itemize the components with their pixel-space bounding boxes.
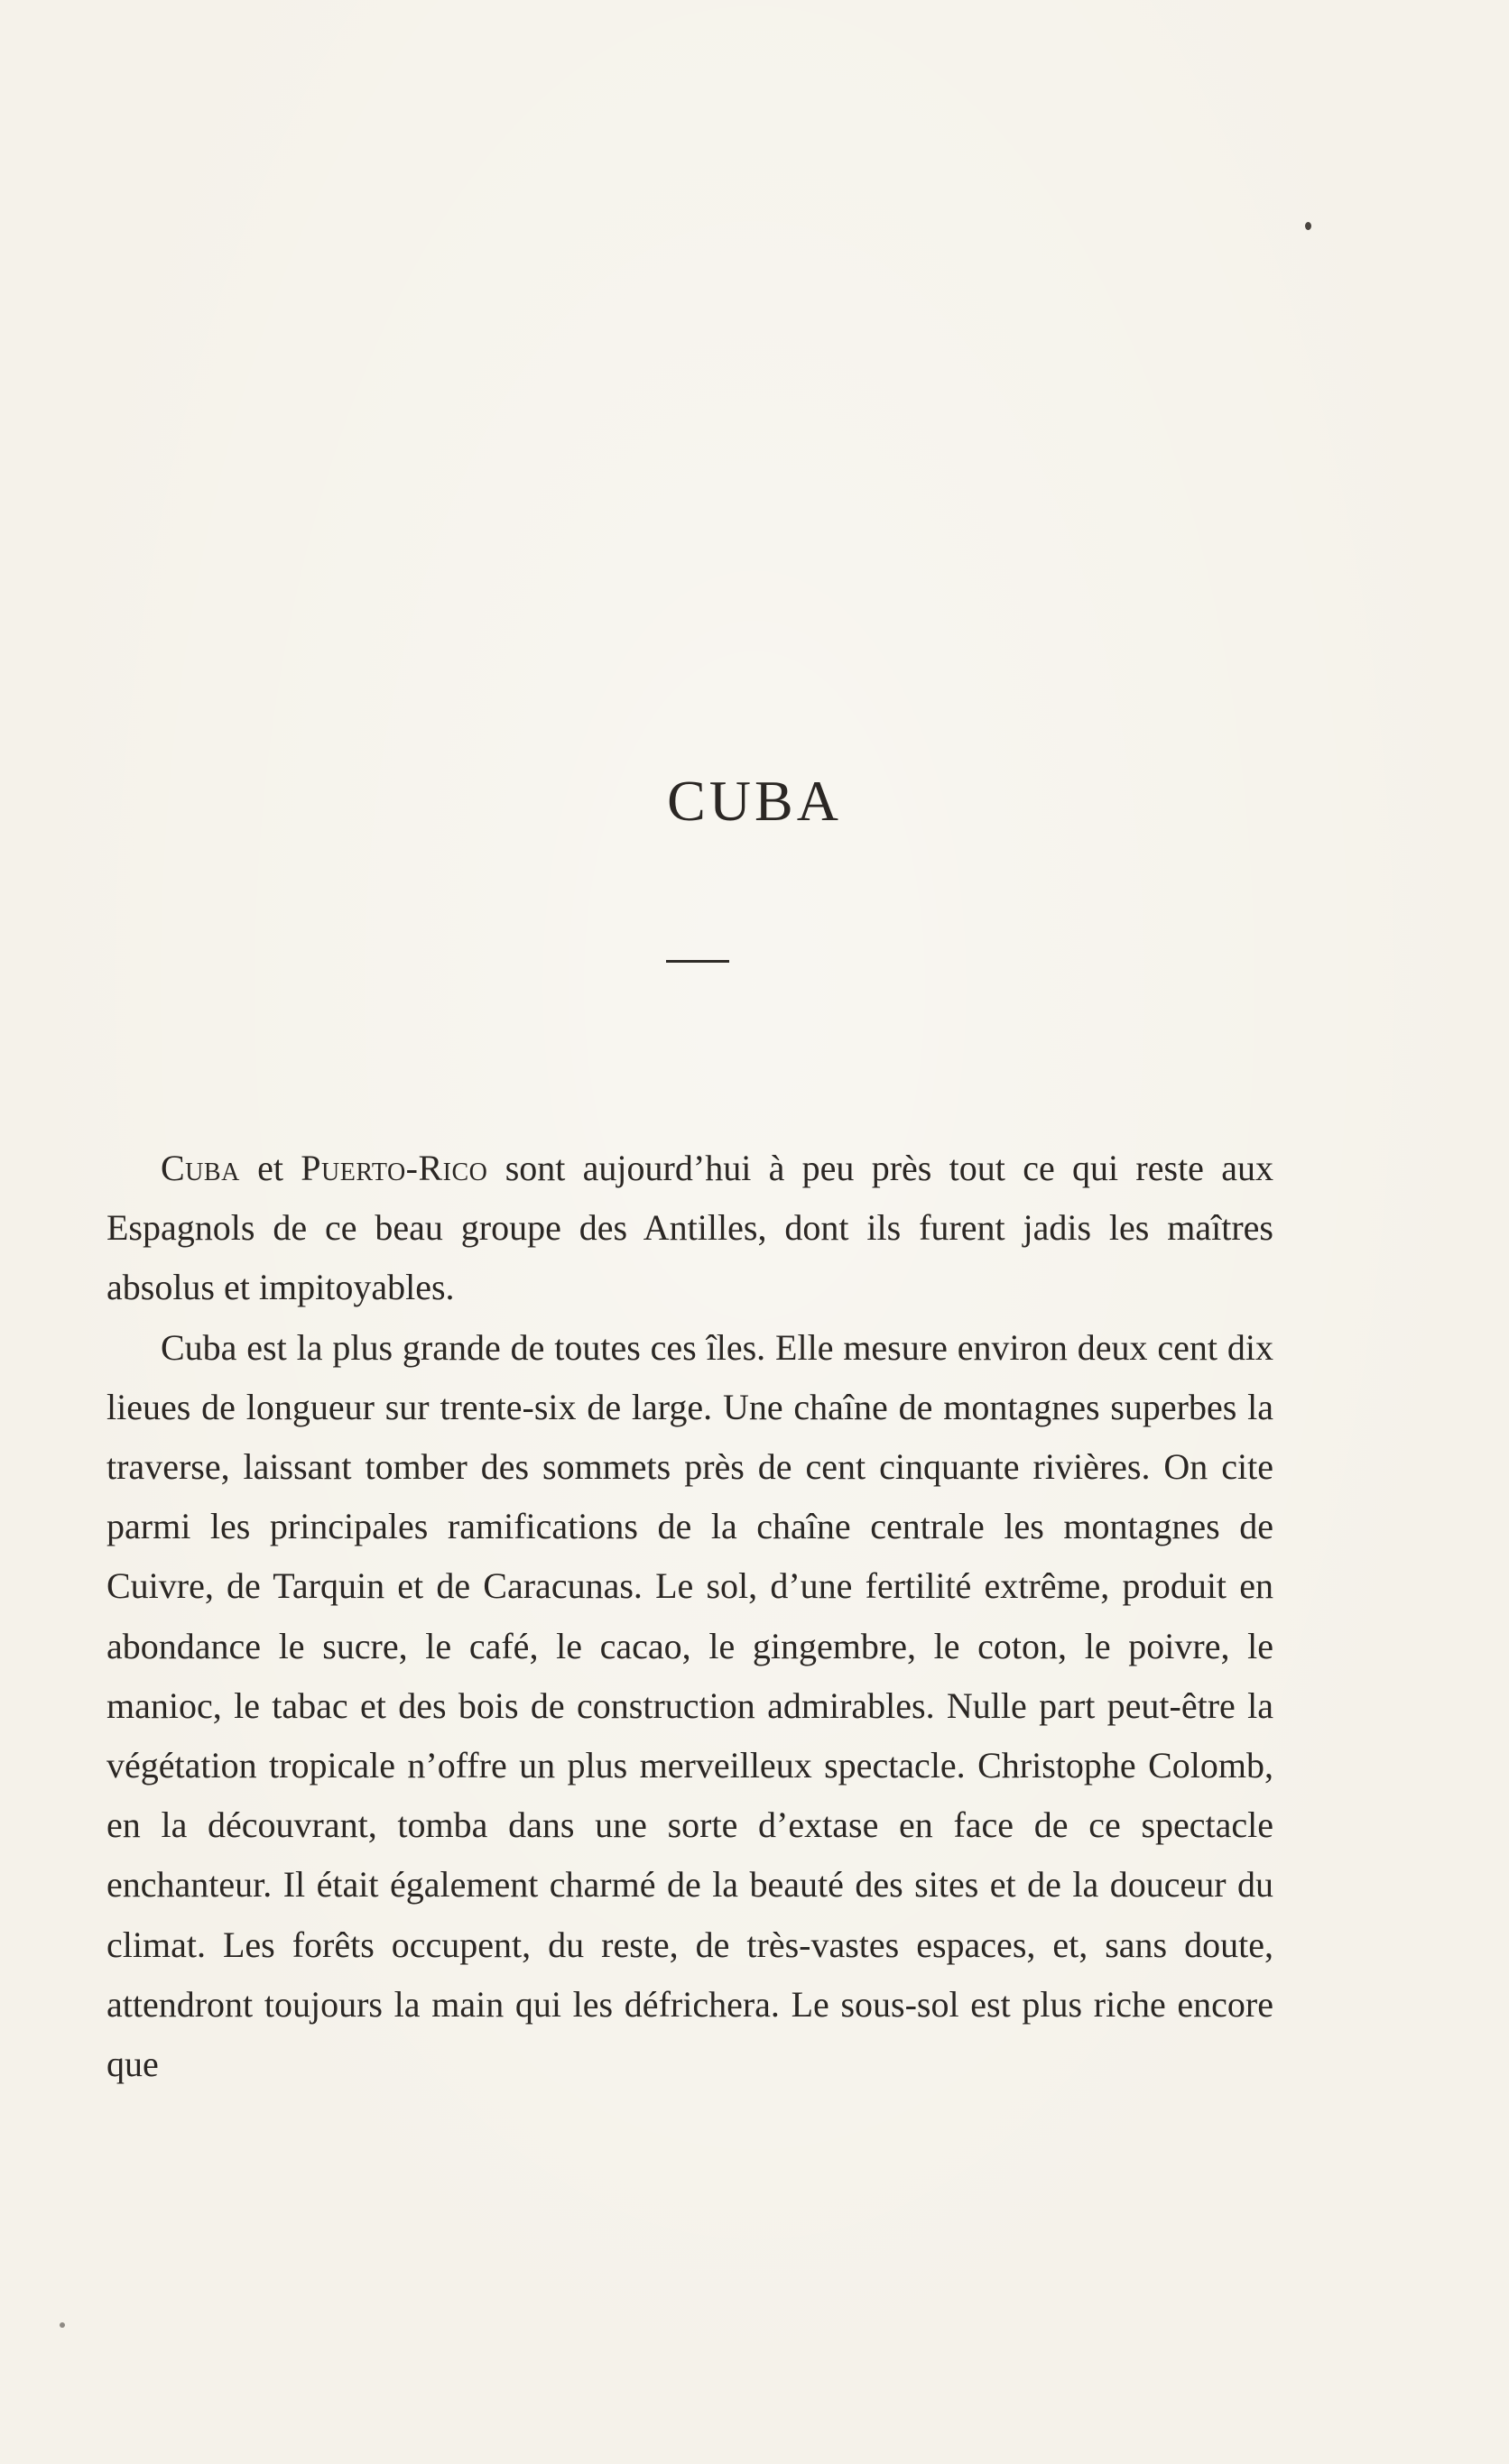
title-rule: [666, 960, 729, 963]
body-text: [106, 1139, 1273, 2094]
ink-speck: [60, 2322, 65, 2328]
ink-speck: [1305, 222, 1311, 230]
lead-word: Cuba: [161, 1148, 240, 1188]
connector-text: et: [239, 1148, 301, 1188]
paragraph-text: sont aujourd’hui à peu près tout ce qui reste aux Espagnols de ce beau groupe des Antilles, dont ils furent jadis les maîtres absolus et impitoyables.: [106, 1148, 1273, 1308]
paragraph: Cuba est la plus grande de toutes ces îles. Elle mesure environ deux cent dix lieues de longueur sur trente-six de large. Une chaîne de montagnes superbes la traverse, laissant tomber des sommets près de cent cinquante rivières. On cite parmi les principales ramifications de la chaîne centrale les montagnes de Cuivre, de Tarquin et de Caracunas. Le sol, d’une fertilité extrême, produit en abondance le sucre, le café, le cacao, le gingembre, le coton, le poivre, le manioc, le tabac et des bois de construction admirables. Nulle part peut-être la végétation tropicale n’offre un plus merveilleux spectacle. Christophe Colomb, en la découvrant, tomba dans une sorte d’extase en face de ce spectacle enchanteur. Il était également charmé de la beauté des sites et de la douceur du climat. Les forêts occupent, du reste, de très-vastes espaces, et, sans doute, attendront toujours la main qui les défrichera. Le sous-sol est plus riche encore que: [106, 1326, 1273, 2085]
paragraph: [106, 1139, 1273, 1318]
chapter-title: CUBA: [667, 768, 842, 833]
lead-word: Puerto-Rico: [301, 1148, 488, 1188]
